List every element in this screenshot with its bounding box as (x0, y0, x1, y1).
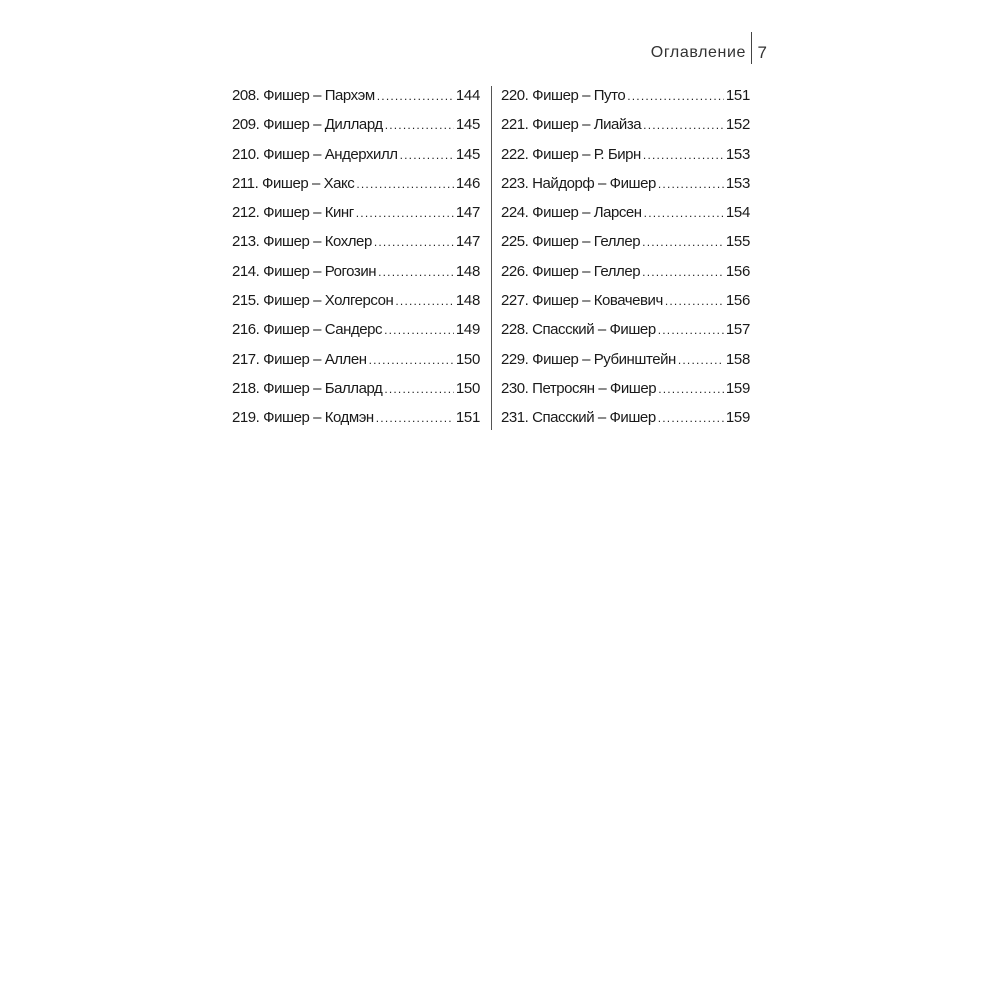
toc-entry-title: 208. Фишер – Пархэм (232, 87, 375, 104)
toc-entry-title: 211. Фишер – Хакс (232, 174, 355, 192)
dot-leader (384, 377, 454, 401)
dot-leader (658, 406, 724, 430)
dot-leader (627, 84, 724, 108)
toc-entry[interactable] (232, 113, 480, 142)
toc-entry-title: 225. Фишер – Геллер (501, 233, 641, 251)
toc-entry-title: 209. Фишер – Диллард (232, 116, 383, 134)
toc-entry-page: 152 (725, 116, 750, 134)
toc-column-left (232, 84, 480, 436)
toc-entry-title: 210. Фишер – Андерхилл (232, 145, 398, 163)
dot-leader (378, 260, 454, 284)
toc-entry-page: 151 (725, 87, 750, 104)
toc-entry[interactable] (501, 113, 750, 142)
table-of-contents (232, 84, 752, 430)
toc-entry[interactable] (232, 230, 480, 259)
toc-entry-title: 217. Фишер – Аллен (232, 350, 367, 368)
toc-entry[interactable] (501, 377, 750, 406)
toc-entry[interactable] (501, 260, 750, 289)
toc-entry[interactable] (232, 289, 480, 318)
dot-leader (643, 143, 724, 167)
toc-entry[interactable] (232, 172, 480, 201)
running-head (600, 42, 772, 66)
dot-leader (356, 172, 454, 196)
toc-entry-title: 228. Спасский – Фишер (501, 321, 656, 339)
toc-entry-page: 146 (455, 174, 480, 192)
toc-entry-title: 215. Фишер – Холгерсон (232, 292, 394, 310)
dot-leader (642, 230, 724, 254)
dot-leader (658, 318, 724, 342)
toc-entry-page: 151 (455, 409, 480, 427)
toc-entry-page: 159 (725, 409, 750, 427)
toc-entry-page: 159 (725, 379, 750, 397)
toc-entry-page: 148 (455, 262, 480, 280)
dot-leader (642, 260, 724, 284)
dot-leader (395, 289, 453, 313)
toc-entry-title: 218. Фишер – Баллард (232, 379, 383, 397)
toc-entry[interactable] (232, 201, 480, 230)
dot-leader (643, 113, 724, 137)
toc-entry[interactable] (232, 143, 480, 172)
toc-entry-page: 150 (455, 350, 480, 368)
toc-entry-title: 213. Фишер – Кохлер (232, 233, 372, 251)
toc-entry-page: 153 (725, 174, 750, 192)
toc-entry-page: 157 (725, 321, 750, 339)
toc-entry[interactable] (232, 377, 480, 406)
toc-entry-title: 230. Петросян – Фишер (501, 379, 657, 397)
toc-entry-title: 229. Фишер – Рубинштейн (501, 350, 676, 368)
toc-entry[interactable] (232, 348, 480, 377)
dot-leader (356, 201, 454, 225)
toc-entry-title: 223. Найдорф – Фишер (501, 174, 656, 192)
toc-entry-page: 150 (455, 379, 480, 397)
toc-entry[interactable] (501, 289, 750, 318)
toc-entry[interactable] (501, 201, 750, 230)
toc-entry-page: 149 (455, 321, 480, 339)
dot-leader (658, 377, 724, 401)
dot-leader (658, 172, 724, 196)
toc-entry-page: 145 (455, 116, 480, 134)
toc-entry[interactable] (501, 230, 750, 259)
dot-leader (374, 230, 454, 254)
dot-leader (376, 406, 454, 430)
toc-entry[interactable] (232, 406, 480, 435)
toc-entry-page: 147 (455, 233, 480, 251)
toc-entry[interactable] (501, 143, 750, 172)
toc-entry-title: 214. Фишер – Рогозин (232, 262, 377, 280)
dot-leader (678, 348, 724, 372)
toc-entry-page: 155 (725, 233, 750, 251)
running-head-title: Оглавление (650, 44, 746, 61)
toc-entry[interactable] (501, 406, 750, 435)
toc-entry-title: 226. Фишер – Геллер (501, 262, 641, 280)
toc-entry[interactable] (501, 172, 750, 201)
dot-leader (665, 289, 724, 313)
toc-entry-page: 145 (455, 145, 480, 163)
toc-entry-page: 156 (725, 292, 750, 310)
toc-entry-page: 154 (725, 204, 750, 222)
toc-entry-page: 153 (725, 145, 750, 163)
toc-entry-title: 224. Фишер – Ларсен (501, 204, 642, 222)
toc-entry-page: 148 (455, 292, 480, 310)
dot-leader (400, 143, 454, 167)
toc-entry[interactable] (501, 84, 750, 113)
dot-leader (369, 348, 454, 372)
toc-entry[interactable] (501, 348, 750, 377)
toc-entry-title: 227. Фишер – Ковачевич (501, 292, 663, 310)
toc-entry[interactable] (501, 318, 750, 347)
toc-entry-title: 231. Спасский – Фишер (501, 409, 656, 427)
dot-leader (384, 318, 454, 342)
toc-entry-title: 220. Фишер – Путо (501, 87, 626, 104)
page-number: 7 (757, 43, 767, 62)
toc-entry-title: 212. Фишер – Кинг (232, 204, 354, 222)
dot-leader (377, 84, 454, 108)
dot-leader (385, 113, 454, 137)
toc-entry[interactable] (232, 260, 480, 289)
toc-entry-title: 216. Фишер – Сандерс (232, 321, 383, 339)
toc-entry[interactable] (232, 318, 480, 347)
dot-leader (644, 201, 724, 225)
toc-entry-title: 222. Фишер – Р. Бирн (501, 145, 641, 163)
toc-entry-page: 147 (455, 204, 480, 222)
toc-entry[interactable] (232, 84, 480, 113)
toc-entry-page: 158 (725, 350, 750, 368)
toc-entry-page: 144 (455, 87, 480, 104)
running-head-divider (751, 32, 752, 64)
toc-entry-title: 219. Фишер – Кодмэн (232, 409, 374, 427)
toc-entry-page: 156 (725, 262, 750, 280)
toc-column-right (501, 84, 750, 436)
column-divider (491, 86, 492, 430)
toc-entry-title: 221. Фишер – Лиайза (501, 116, 642, 134)
